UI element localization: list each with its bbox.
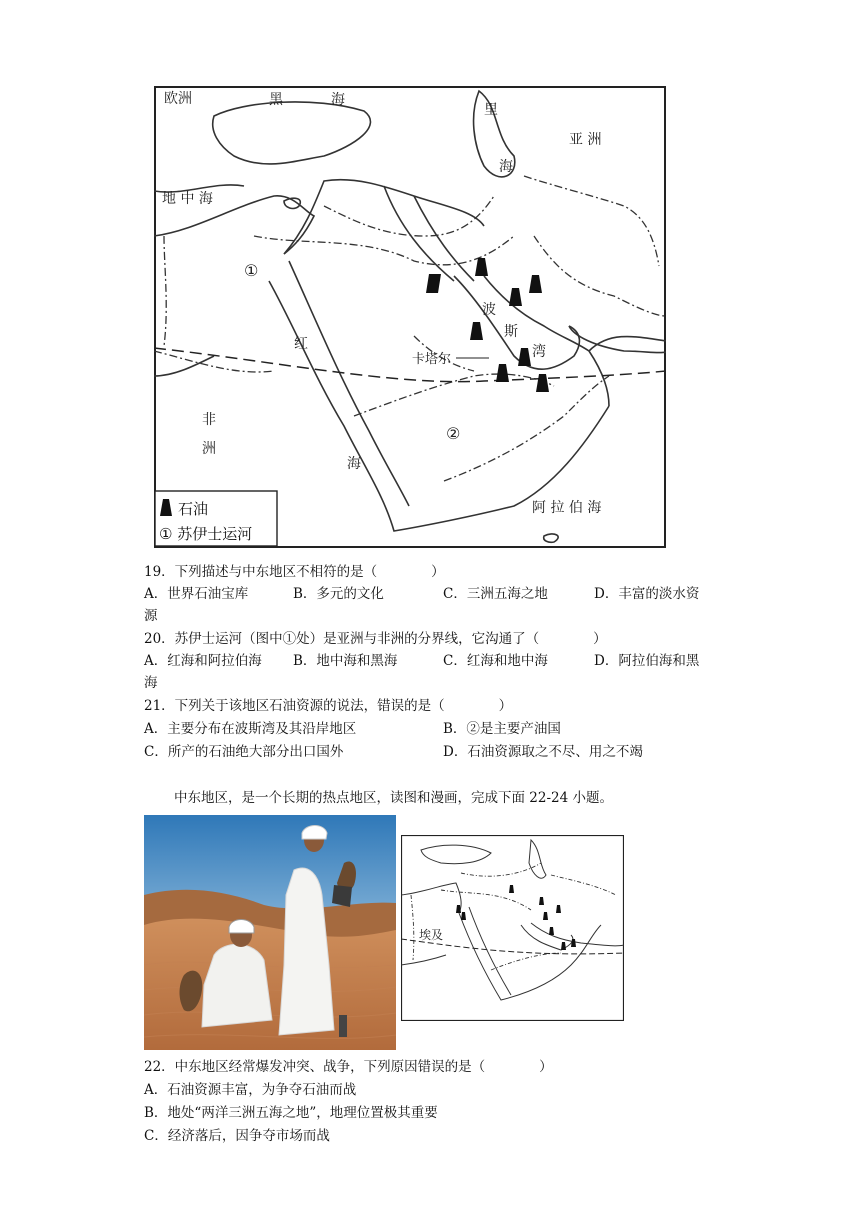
question-22-stem: 22．中东地区经常爆发冲突、战争，下列原因错误的是（ ） bbox=[144, 1059, 553, 1075]
question-22-option-c: C．经济落后，因争夺市场而战 bbox=[144, 1128, 330, 1144]
label-africa-2: 洲 bbox=[202, 441, 216, 457]
label-mediterranean: 地 中 海 bbox=[162, 191, 213, 207]
label-europe: 欧洲 bbox=[164, 91, 192, 107]
label-black-sea-1: 黑 bbox=[269, 92, 283, 108]
middle-east-small-map bbox=[401, 835, 624, 1021]
question-19-option-b: B．多元的文化 bbox=[293, 586, 384, 602]
question-20-option-b: B．地中海和黑海 bbox=[293, 653, 398, 669]
label-persian-1: 波 bbox=[482, 302, 496, 318]
middle-east-map bbox=[154, 86, 666, 548]
map-legend bbox=[155, 491, 277, 546]
label-region-2: ② bbox=[446, 424, 461, 443]
label-egypt: 埃及 bbox=[419, 928, 444, 942]
question-20-option-d-continued: 海 bbox=[144, 675, 158, 691]
question-22-option-a: A．石油资源丰富，为争夺石油而战 bbox=[144, 1082, 357, 1098]
legend-oil-label: 石油 bbox=[178, 500, 209, 518]
question-20-stem: 20．苏伊士运河（图中①处）是亚洲与非洲的分界线，它沟通了（ ） bbox=[144, 631, 607, 647]
question-20-option-a: A．红海和阿拉伯海 bbox=[144, 653, 262, 669]
label-arabian-sea: 阿 拉 伯 海 bbox=[532, 500, 602, 516]
label-black-sea-2: 海 bbox=[331, 92, 345, 108]
label-red-sea-2: 海 bbox=[347, 456, 361, 472]
question-19-option-c: C．三洲五海之地 bbox=[443, 586, 548, 602]
label-red-sea-1: 红 bbox=[294, 336, 308, 352]
question-19-option-d: D．丰富的淡水资 bbox=[594, 586, 700, 602]
label-caspian-1: 里 bbox=[484, 102, 498, 118]
label-persian-2: 斯 bbox=[504, 324, 518, 340]
desert-falconers-photo bbox=[144, 815, 396, 1050]
label-asia: 亚 洲 bbox=[569, 132, 602, 148]
legend-canal-label: ① 苏伊士运河 bbox=[159, 525, 253, 543]
label-qatar: 卡塔尔 bbox=[412, 352, 452, 367]
label-canal-marker: ① bbox=[244, 261, 259, 280]
question-20-option-c: C．红海和地中海 bbox=[443, 653, 548, 669]
question-21-option-b: B．②是主要产油国 bbox=[443, 721, 561, 737]
question-19-option-d-continued: 源 bbox=[144, 608, 158, 624]
section-intro: 中东地区，是一个长期的热点地区，读图和漫画，完成下面 22-24 小题。 bbox=[174, 790, 613, 806]
label-caspian-2: 海 bbox=[499, 159, 513, 175]
question-21-option-a: A．主要分布在波斯湾及其沿岸地区 bbox=[144, 721, 357, 737]
question-22-option-b: B．地处“两洋三洲五海之地”，地理位置极其重要 bbox=[144, 1105, 438, 1121]
label-africa-1: 非 bbox=[202, 412, 216, 428]
question-21-stem: 21．下列关于该地区石油资源的说法，错误的是（ ） bbox=[144, 698, 513, 714]
question-20-option-d: D．阿拉伯海和黑 bbox=[594, 653, 700, 669]
label-persian-3: 湾 bbox=[532, 344, 546, 360]
question-21-option-c: C．所产的石油绝大部分出口国外 bbox=[144, 744, 344, 760]
question-19-option-a: A．世界石油宝库 bbox=[144, 586, 249, 602]
question-19-stem: 19．下列描述与中东地区不相符的是（ ） bbox=[144, 564, 445, 580]
question-21-option-d: D．石油资源取之不尽、用之不竭 bbox=[443, 744, 643, 760]
